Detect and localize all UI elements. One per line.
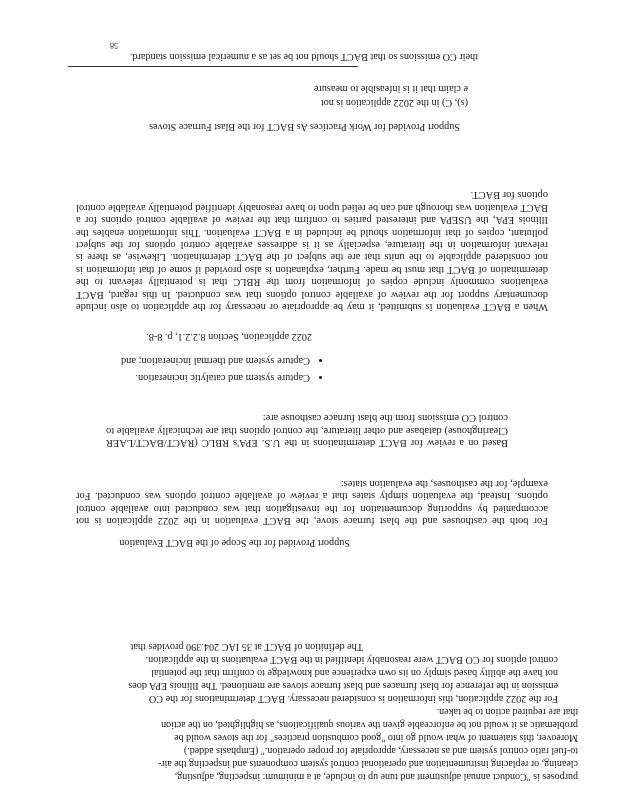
block-quote-rblc: Based on a review for BACT determinations in the U.S. EPA's RBLC (RACT/BACT/LAER Clearinghouse) database and other literature, the control options that are technically available to control CO emissions from the blast furnace casthouse are: [106,412,508,448]
bullet-item: • Capture system and catalytic incineration. [121,369,310,386]
fragment-line-1: purposes is "Conduct annual adjustment and tune up to include, at a minimum: inspecting, adjusting, [174,771,578,782]
note-line-1: For the 2022 application, this information is considered necessary. BACT determinations for the CO [148,693,558,704]
section-heading-scope: Support Provided for the Scope of the BACT Evaluation [119,537,350,548]
definition-note: The definition of BACT at 35 IAC 204.390 provides that [130,641,363,652]
underline-rule [68,66,358,67]
control-options-list [121,352,328,386]
fragment-line-5: problematic as it would not be enforceable given the various qualifications, as highlighted, on the action [161,719,578,730]
note-line-4: control options for CO BACT were reasonably identified in the BACT evaluations in the application. [145,654,558,665]
note-line-2: emission in the reference for blast furnaces and blast furnace stoves are mentioned. The Illinois EPA does [128,680,558,691]
work-practices-line-1: (s), C) in the 2022 application is not [320,97,468,108]
work-practices-line-3: their CO emissions so that BACT should not be set as a numerical emission standard. [129,51,478,62]
fragment-line-6: that are required action to be taken. [436,706,578,717]
section-heading-work-practices: Support Provided for Work Practices As BACT for the Blast Furnace Stoves [149,121,460,132]
fragment-line-3: to-fuel ratio control system and as necessary, appropriate for proper operation." (Emphasis added.) [183,745,578,756]
note-line-3: not have the ability based simply on its own experience and knowledge to confirm that the potential [151,667,558,678]
fragment-line-2: cleaning, or replacing instrumentation and operational control system components and inspecting the air- [158,758,578,769]
paragraph-casthouse-scope: For both the casthouses and the blast furnace stove, the BACT evaluation in the 2022 application is not accompanied by supporting documentation for the investigation that was conducted into available control options. Instead, the evaluation simply states that a review of available control options was conducted. For example, for the casthouses, the evaluation states: [76,477,548,526]
footnote-mark: 58 [110,41,118,50]
bullet-item: • Capture system and thermal incineration; and [121,352,310,369]
fragment-line-4: Moreover, this statement of what would go into "good combustion practices" for the stoves would be [174,732,578,743]
work-practices-line-2: e claim that it is infeasible to measure [313,83,468,94]
paragraph-documentary-support: When a BACT evaluation is submitted, it may be appropriate or necessary for the application to also include documentary support for the review of available control options that was conducted. In this regard, BACT evaluations commonly include copies of information from the RBLC that is potentially relevant to the determination of BACT that must be made. Further, explanation is also provided if some of that information is not considered applicable to the units that are the subject of the BACT determination. Likewise, as there is relevant information in the literature, especially as it is addresses available control options for the subject pollutant, copies of that information should be included in a BACT evaluation. This information enables the Illinois EPA, the USEPA and interested parties to confirm that the review of available control options for a BACT evaluation was thorough and can be relied upon to have reasonably identified potentially available control options for BACT. [76,189,548,312]
citation: 2022 application, Section 8.2.2.1, p. 8-8. [146,331,312,342]
